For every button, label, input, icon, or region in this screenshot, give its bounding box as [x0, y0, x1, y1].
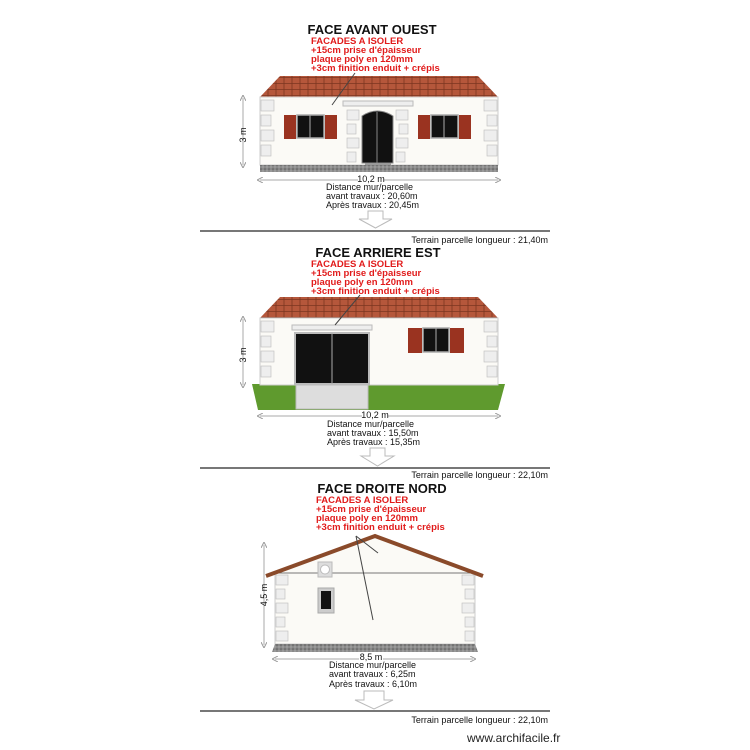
- facade-avant-ouest: [200, 22, 550, 245]
- facade-title: FACE ARRIERE EST: [315, 245, 441, 260]
- width-dimension: 8,5 m: [359, 652, 383, 662]
- distance-label: Distance mur/parcelle: [329, 660, 417, 670]
- terrain-length: Terrain parcelle longueur : 21,40m: [411, 235, 548, 245]
- distance-before: avant travaux : 6,25m: [329, 669, 416, 679]
- gable: [275, 537, 475, 573]
- facade-title: FACE AVANT OUEST: [307, 22, 437, 37]
- terrain-length: Terrain parcelle longueur : 22,10m: [411, 715, 548, 725]
- width-dimension: 10,2 m: [357, 174, 385, 184]
- distance-after: Après travaux : 6,10m: [329, 679, 418, 689]
- note-line: FACADES A ISOLER: [311, 259, 404, 270]
- terrain-length: Terrain parcelle longueur : 22,10m: [411, 470, 548, 480]
- note-line: +15cm prise d'épaisseur: [311, 268, 422, 279]
- note-line: plaque poly en 120mm: [316, 513, 418, 524]
- ground: [272, 644, 478, 652]
- facade-droite-nord: [200, 481, 550, 725]
- distance-after: Après travaux : 20,45m: [326, 200, 420, 210]
- note-line: FACADES A ISOLER: [311, 36, 404, 47]
- distance-before: avant travaux : 15,50m: [327, 428, 419, 438]
- window: [408, 328, 464, 353]
- note-line: plaque poly en 120mm: [311, 277, 413, 288]
- distance-label: Distance mur/parcelle: [326, 182, 414, 192]
- arrow-down-icon: [355, 691, 393, 709]
- note-line: +15cm prise d'épaisseur: [311, 45, 422, 56]
- ground: [260, 165, 498, 172]
- distance-before: avant travaux : 20,60m: [326, 191, 418, 201]
- note-line: FACADES A ISOLER: [316, 495, 409, 506]
- window-left: [284, 115, 337, 139]
- note-line: +3cm finition enduit + crépis: [316, 522, 445, 533]
- height-dimension: 3 m: [238, 127, 248, 143]
- roof: [260, 297, 498, 318]
- arrow-down-icon: [361, 448, 394, 466]
- grass: [252, 384, 505, 410]
- height-dimension: 3 m: [238, 347, 248, 363]
- base-plinth: [296, 385, 368, 409]
- note-line: +3cm finition enduit + crépis: [311, 286, 440, 297]
- note-line: +15cm prise d'épaisseur: [316, 504, 427, 515]
- bay-lintel: [292, 325, 372, 330]
- distance-label: Distance mur/parcelle: [327, 419, 415, 429]
- width-dimension: 10,2 m: [361, 410, 389, 420]
- facade-arriere-est: [200, 245, 550, 480]
- wall: [275, 573, 475, 644]
- door-lintel: [343, 101, 413, 106]
- distance-after: Après travaux : 15,35m: [327, 437, 421, 447]
- note-line: plaque poly en 120mm: [311, 54, 413, 65]
- window-right: [418, 115, 471, 139]
- height-dimension: 4,5 m: [259, 583, 269, 607]
- arrow-down-icon: [359, 211, 392, 228]
- watermark: www.archifacile.fr: [467, 731, 561, 745]
- roof: [260, 76, 498, 97]
- facade-title: FACE DROITE NORD: [317, 481, 447, 496]
- note-line: +3cm finition enduit + crépis: [311, 63, 440, 74]
